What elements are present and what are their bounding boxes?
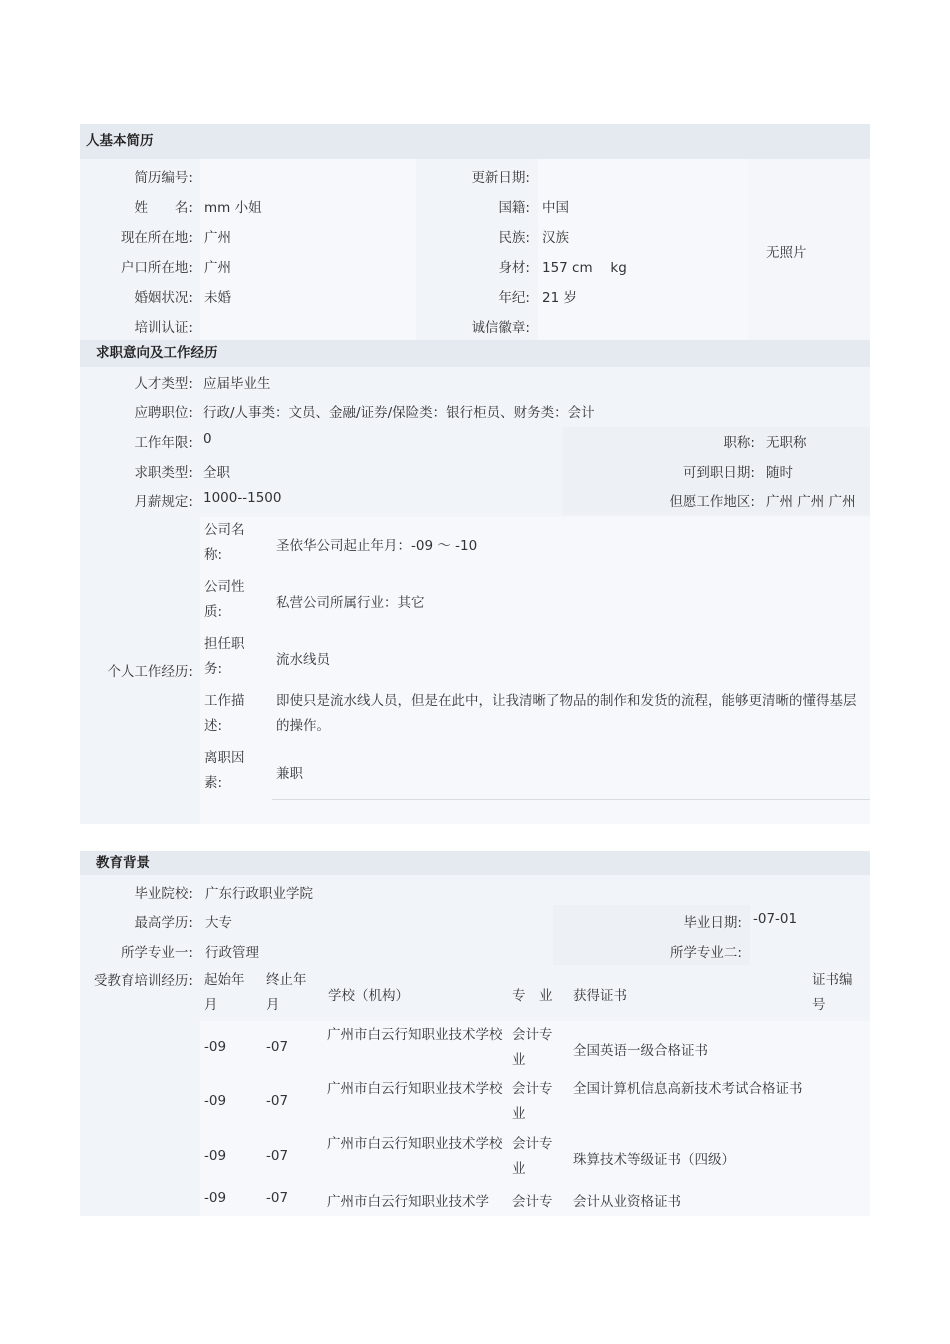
education-section-title: 教育背景 — [96, 855, 150, 871]
job-type-value: 全职 — [203, 465, 230, 481]
edu-cell-cert: 会计从业资格证书 — [573, 1194, 681, 1210]
nationality-value: 中国 — [542, 200, 569, 216]
nationality-label: 国籍: — [498, 200, 530, 216]
ethnicity-value: 汉族 — [542, 230, 569, 246]
exp-nature-label: 公司性质: — [204, 579, 245, 620]
exp-duty-value: 流水线员 — [276, 652, 330, 668]
resume-no-label: 简历编号: — [134, 170, 193, 186]
grad-date-value: -07-01 — [753, 911, 798, 927]
talent-type-value: 应届毕业生 — [203, 376, 271, 392]
edu-th-major: 专 业 — [512, 988, 553, 1004]
update-date-label: 更新日期: — [471, 170, 530, 186]
education-section-header — [80, 851, 870, 875]
height-value: 157 cm kg — [542, 260, 627, 276]
salary-value: 1000--1500 — [203, 490, 282, 506]
edu-cell-school: 广州市白云行知职业技术学 — [327, 1194, 489, 1210]
edu-th-school: 学校（机构） — [328, 988, 409, 1004]
exp-duty-label: 担任职务: — [204, 636, 245, 677]
name-value: mm 小姐 — [204, 200, 262, 216]
experience-divider — [272, 799, 870, 800]
school-label: 毕业院校: — [134, 886, 193, 902]
age-label: 年纪: — [498, 290, 530, 306]
degree-value: 大专 — [205, 915, 232, 931]
edu-cell-school: 广州市白云行知职业技术学校 — [327, 1081, 503, 1097]
major2-label: 所学专业二: — [669, 945, 742, 961]
exp-desc-value: 即使只是流水线人员，但是在此中，让我清晰了物品的制作和发货的流程，能够更清晰的懂得基层的操作。 — [276, 693, 857, 734]
title-label: 职称: — [723, 435, 755, 451]
edu-th-cert: 获得证书 — [573, 988, 627, 1004]
basic-section-header — [80, 124, 870, 159]
exp-leave-label: 离职因素: — [204, 750, 245, 791]
edu-cell-major: 会计专业 — [512, 1136, 553, 1177]
region-label: 但愿工作地区: — [669, 494, 755, 510]
major1-value: 行政管理 — [205, 945, 259, 961]
intent-section-header — [80, 340, 870, 367]
major1-label: 所学专业一: — [120, 945, 193, 961]
edu-cell-start: -09 — [204, 1148, 227, 1164]
edu-cell-end: -07 — [266, 1093, 289, 1109]
exp-company-label: 公司名称: — [204, 522, 245, 563]
location-value: 广州 — [204, 230, 231, 246]
position-label: 应聘职位: — [134, 405, 193, 421]
edu-history-label: 受教育培训经历: — [93, 973, 193, 989]
hukou-value: 广州 — [204, 260, 231, 276]
edu-th-certno: 证书编号 — [812, 972, 853, 1013]
position-value: 行政/人事类：文员、金融/证券/保险类：银行柜员、财务类：会计 — [203, 405, 595, 421]
edu-cell-end: -07 — [266, 1148, 289, 1164]
years-value: 0 — [203, 431, 212, 447]
exp-desc-label: 工作描述: — [204, 693, 245, 734]
degree-label: 最高学历: — [134, 915, 193, 931]
talent-type-label: 人才类型: — [134, 376, 193, 392]
exp-nature-value: 私营公司所属行业：其它 — [276, 595, 425, 611]
job-type-label: 求职类型: — [134, 465, 193, 481]
edu-cell-end: -07 — [266, 1190, 289, 1206]
location-label: 现在所在地: — [120, 230, 193, 246]
basic-section-title: 人基本简历 — [86, 133, 154, 149]
available-label: 可到职日期: — [682, 465, 755, 481]
title-value: 无职称 — [766, 435, 807, 451]
intent-section-title: 求职意向及工作经历 — [96, 345, 218, 361]
exp-company-value: 圣依华公司起止年月：-09 ～ -10 — [276, 538, 478, 554]
marital-value: 未婚 — [204, 290, 231, 306]
available-value: 随时 — [766, 465, 793, 481]
edu-cell-start: -09 — [204, 1039, 227, 1055]
edu-cell-major: 会计专业 — [512, 1027, 553, 1068]
edu-th-end: 终止年月 — [266, 972, 307, 1013]
edu-cell-major: 会计专业 — [512, 1081, 553, 1122]
marital-label: 婚姻状况: — [134, 290, 193, 306]
age-value: 21 岁 — [542, 290, 577, 306]
edu-cell-major: 会计专 — [512, 1194, 553, 1210]
school-value: 广东行政职业学院 — [205, 886, 313, 902]
grad-date-label: 毕业日期: — [683, 915, 742, 931]
edu-cell-cert: 珠算技术等级证书（四级） — [573, 1152, 735, 1168]
edu-cell-end: -07 — [266, 1039, 289, 1055]
hukou-label: 户口所在地: — [120, 260, 193, 276]
edu-cell-cert: 全国英语一级合格证书 — [573, 1043, 708, 1059]
edu-cell-school: 广州市白云行知职业技术学校 — [327, 1027, 503, 1043]
integrity-label: 诚信徽章: — [471, 320, 530, 336]
exp-leave-value: 兼职 — [276, 766, 303, 782]
salary-label: 月薪规定: — [134, 494, 193, 510]
years-label: 工作年限: — [134, 435, 193, 451]
name-label: 姓 名: — [134, 200, 193, 216]
edu-cell-start: -09 — [204, 1093, 227, 1109]
height-label: 身材: — [498, 260, 530, 276]
edu-cell-school: 广州市白云行知职业技术学校 — [327, 1136, 503, 1152]
edu-cell-cert: 全国计算机信息高新技术考试合格证书 — [573, 1081, 803, 1097]
experience-label: 个人工作经历: — [107, 664, 193, 680]
photo-placeholder: 无照片 — [766, 245, 807, 261]
edu-th-start: 起始年月 — [204, 972, 245, 1013]
basic-info-panel — [80, 159, 870, 340]
region-value: 广州 广州 广州 — [766, 494, 856, 510]
edu-cell-start: -09 — [204, 1190, 227, 1206]
ethnicity-label: 民族: — [498, 230, 530, 246]
training-label: 培训认证: — [134, 320, 193, 336]
